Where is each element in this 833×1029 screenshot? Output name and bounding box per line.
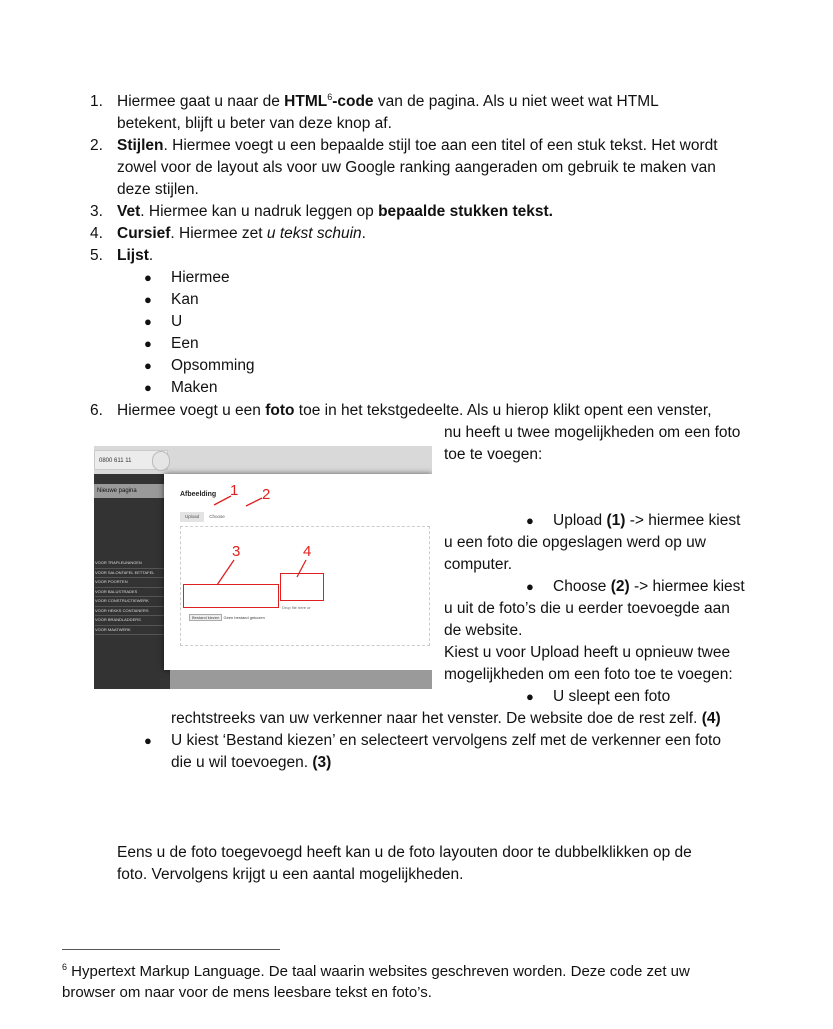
footnote-rule bbox=[62, 949, 280, 950]
bullet: ● bbox=[144, 270, 152, 285]
list-number: 3. bbox=[90, 203, 103, 220]
bullet-item: U bbox=[171, 313, 183, 330]
right-text: de website. bbox=[444, 622, 523, 639]
bullet: ● bbox=[144, 292, 152, 307]
list-number: 2. bbox=[90, 137, 103, 154]
bullet-item: Opsomming bbox=[171, 357, 255, 374]
bullet: ● bbox=[144, 733, 152, 748]
right-text: nu heeft u twee mogelijkheden om een foto bbox=[444, 424, 741, 441]
closing-paragraph: foto. Vervolgens krijgt u een aantal mogelijkheden. bbox=[117, 866, 464, 883]
right-text: u een foto die opgeslagen werd op uw bbox=[444, 534, 706, 551]
annotation-number-1: 1 bbox=[230, 482, 239, 499]
right-text: computer. bbox=[444, 556, 513, 573]
bullet: ● bbox=[144, 314, 152, 329]
dialog-title: Afbeelding bbox=[180, 491, 217, 498]
right-text: u uit de foto’s die u eerder toevoegde aan bbox=[444, 600, 730, 617]
item-2-text: Stijlen. Hiermee voegt u een bepaalde stijl toe aan een titel of een stuk tekst. Het wordt bbox=[117, 137, 718, 154]
bullet: ● bbox=[144, 380, 152, 395]
annotation-number-2: 2 bbox=[262, 486, 271, 503]
tab-upload: Upload bbox=[180, 512, 204, 522]
annotation-arrows bbox=[94, 446, 432, 689]
bullet: ● bbox=[526, 689, 534, 704]
item-2-cont: zowel voor de layout als voor uw Google ranking aangeraden om gebruik te maken van bbox=[117, 159, 716, 176]
bullet: ● bbox=[144, 358, 152, 373]
item-5-text: Lijst. bbox=[117, 247, 154, 264]
screenshot-nav-item: VOOR CONSTRUCTIEWERK bbox=[95, 597, 171, 607]
bullet-item: Hiermee bbox=[171, 269, 230, 286]
drop-hint: Drop file here or bbox=[282, 605, 311, 610]
item-1-text: Hiermee gaat u naar de HTML$^6$-code van de pagina. Als u niet weet wat HTML bbox=[117, 91, 659, 110]
phone-field: 0800 611 11 bbox=[94, 450, 168, 470]
upload-text: Upload (1) -> hiermee kiest bbox=[553, 512, 741, 529]
closing-paragraph: Eens u de foto toegevoegd heeft kan u de foto layouten door te dubbelklikken op de bbox=[117, 844, 692, 861]
new-page-button: Nieuwe pagina bbox=[94, 484, 170, 498]
screenshot-nav-item: VOOR SALONTAFEL EETTAFEL bbox=[95, 569, 171, 579]
tab-choose: Choose bbox=[209, 514, 225, 519]
choose-text: Choose (2) -> hiermee kiest bbox=[553, 578, 745, 595]
footnote-line-1: $^6$ Hypertext Markup Language. De taal waarin websites geschreven worden. Deze code zet uw bbox=[62, 962, 690, 980]
footnote-line-2: browser om naar voor de mens leesbare tekst en foto’s. bbox=[62, 984, 432, 1001]
right-text: Kiest u voor Upload heeft u opnieuw twee bbox=[444, 644, 731, 661]
list-number: 6. bbox=[90, 402, 103, 419]
annotation-number-4: 4 bbox=[303, 543, 312, 560]
list-number: 4. bbox=[90, 225, 103, 242]
screenshot-nav-item: VOOR BRANDLADDERS bbox=[95, 616, 171, 626]
bullet-item: Kan bbox=[171, 291, 199, 308]
annotation-number-3: 3 bbox=[232, 543, 241, 560]
item-6-text: Hiermee voegt u een foto toe in het tekstgedeelte. Als u hierop klikt opent een venster, bbox=[117, 402, 712, 419]
bestand-cont: die u wil toevoegen. (3) bbox=[171, 754, 332, 771]
bullet-item: Maken bbox=[171, 379, 218, 396]
bullet-item: Een bbox=[171, 335, 199, 352]
sleep-cont: rechtstreeks van uw verkenner naar het venster. De website doe de rest zelf. (4) bbox=[171, 710, 721, 727]
right-text: toe te voegen: bbox=[444, 446, 543, 463]
sleep-text: U sleept een foto bbox=[553, 688, 671, 705]
screenshot-nav-item: VOOR HEKKS CONTAINERS bbox=[95, 607, 171, 617]
bullet: ● bbox=[144, 336, 152, 351]
item-2-cont: deze stijlen. bbox=[117, 181, 199, 198]
file-chooser: Bestand kiezen Geen bestand gekozen bbox=[189, 615, 265, 620]
item-3-text: Vet. Hiermee kan u nadruk leggen op bepaalde stukken tekst. bbox=[117, 203, 553, 220]
list-number: 5. bbox=[90, 247, 103, 264]
screenshot-nav-item: VOOR POORTEN bbox=[95, 578, 171, 588]
screenshot-nav-item: VOOR BALUSTRADES bbox=[95, 588, 171, 598]
item-1-cont: betekent, blijft u beter van deze knop af. bbox=[117, 115, 392, 132]
bullet: ● bbox=[526, 513, 534, 528]
bullet: ● bbox=[526, 579, 534, 594]
item-4-text: Cursief. Hiermee zet u tekst schuin. bbox=[117, 225, 366, 242]
right-text: mogelijkheden om een foto toe te voegen: bbox=[444, 666, 733, 683]
list-number: 1. bbox=[90, 93, 103, 110]
screenshot-nav-item: VOOR MAATWERK bbox=[95, 626, 171, 636]
bestand-text: U kiest ‘Bestand kiezen’ en selecteert vervolgens zelf met de verkenner een foto bbox=[171, 732, 721, 749]
editor-screenshot bbox=[94, 446, 432, 689]
screenshot-nav-item: VOOR TRAPLEUNINGEN bbox=[95, 559, 171, 569]
